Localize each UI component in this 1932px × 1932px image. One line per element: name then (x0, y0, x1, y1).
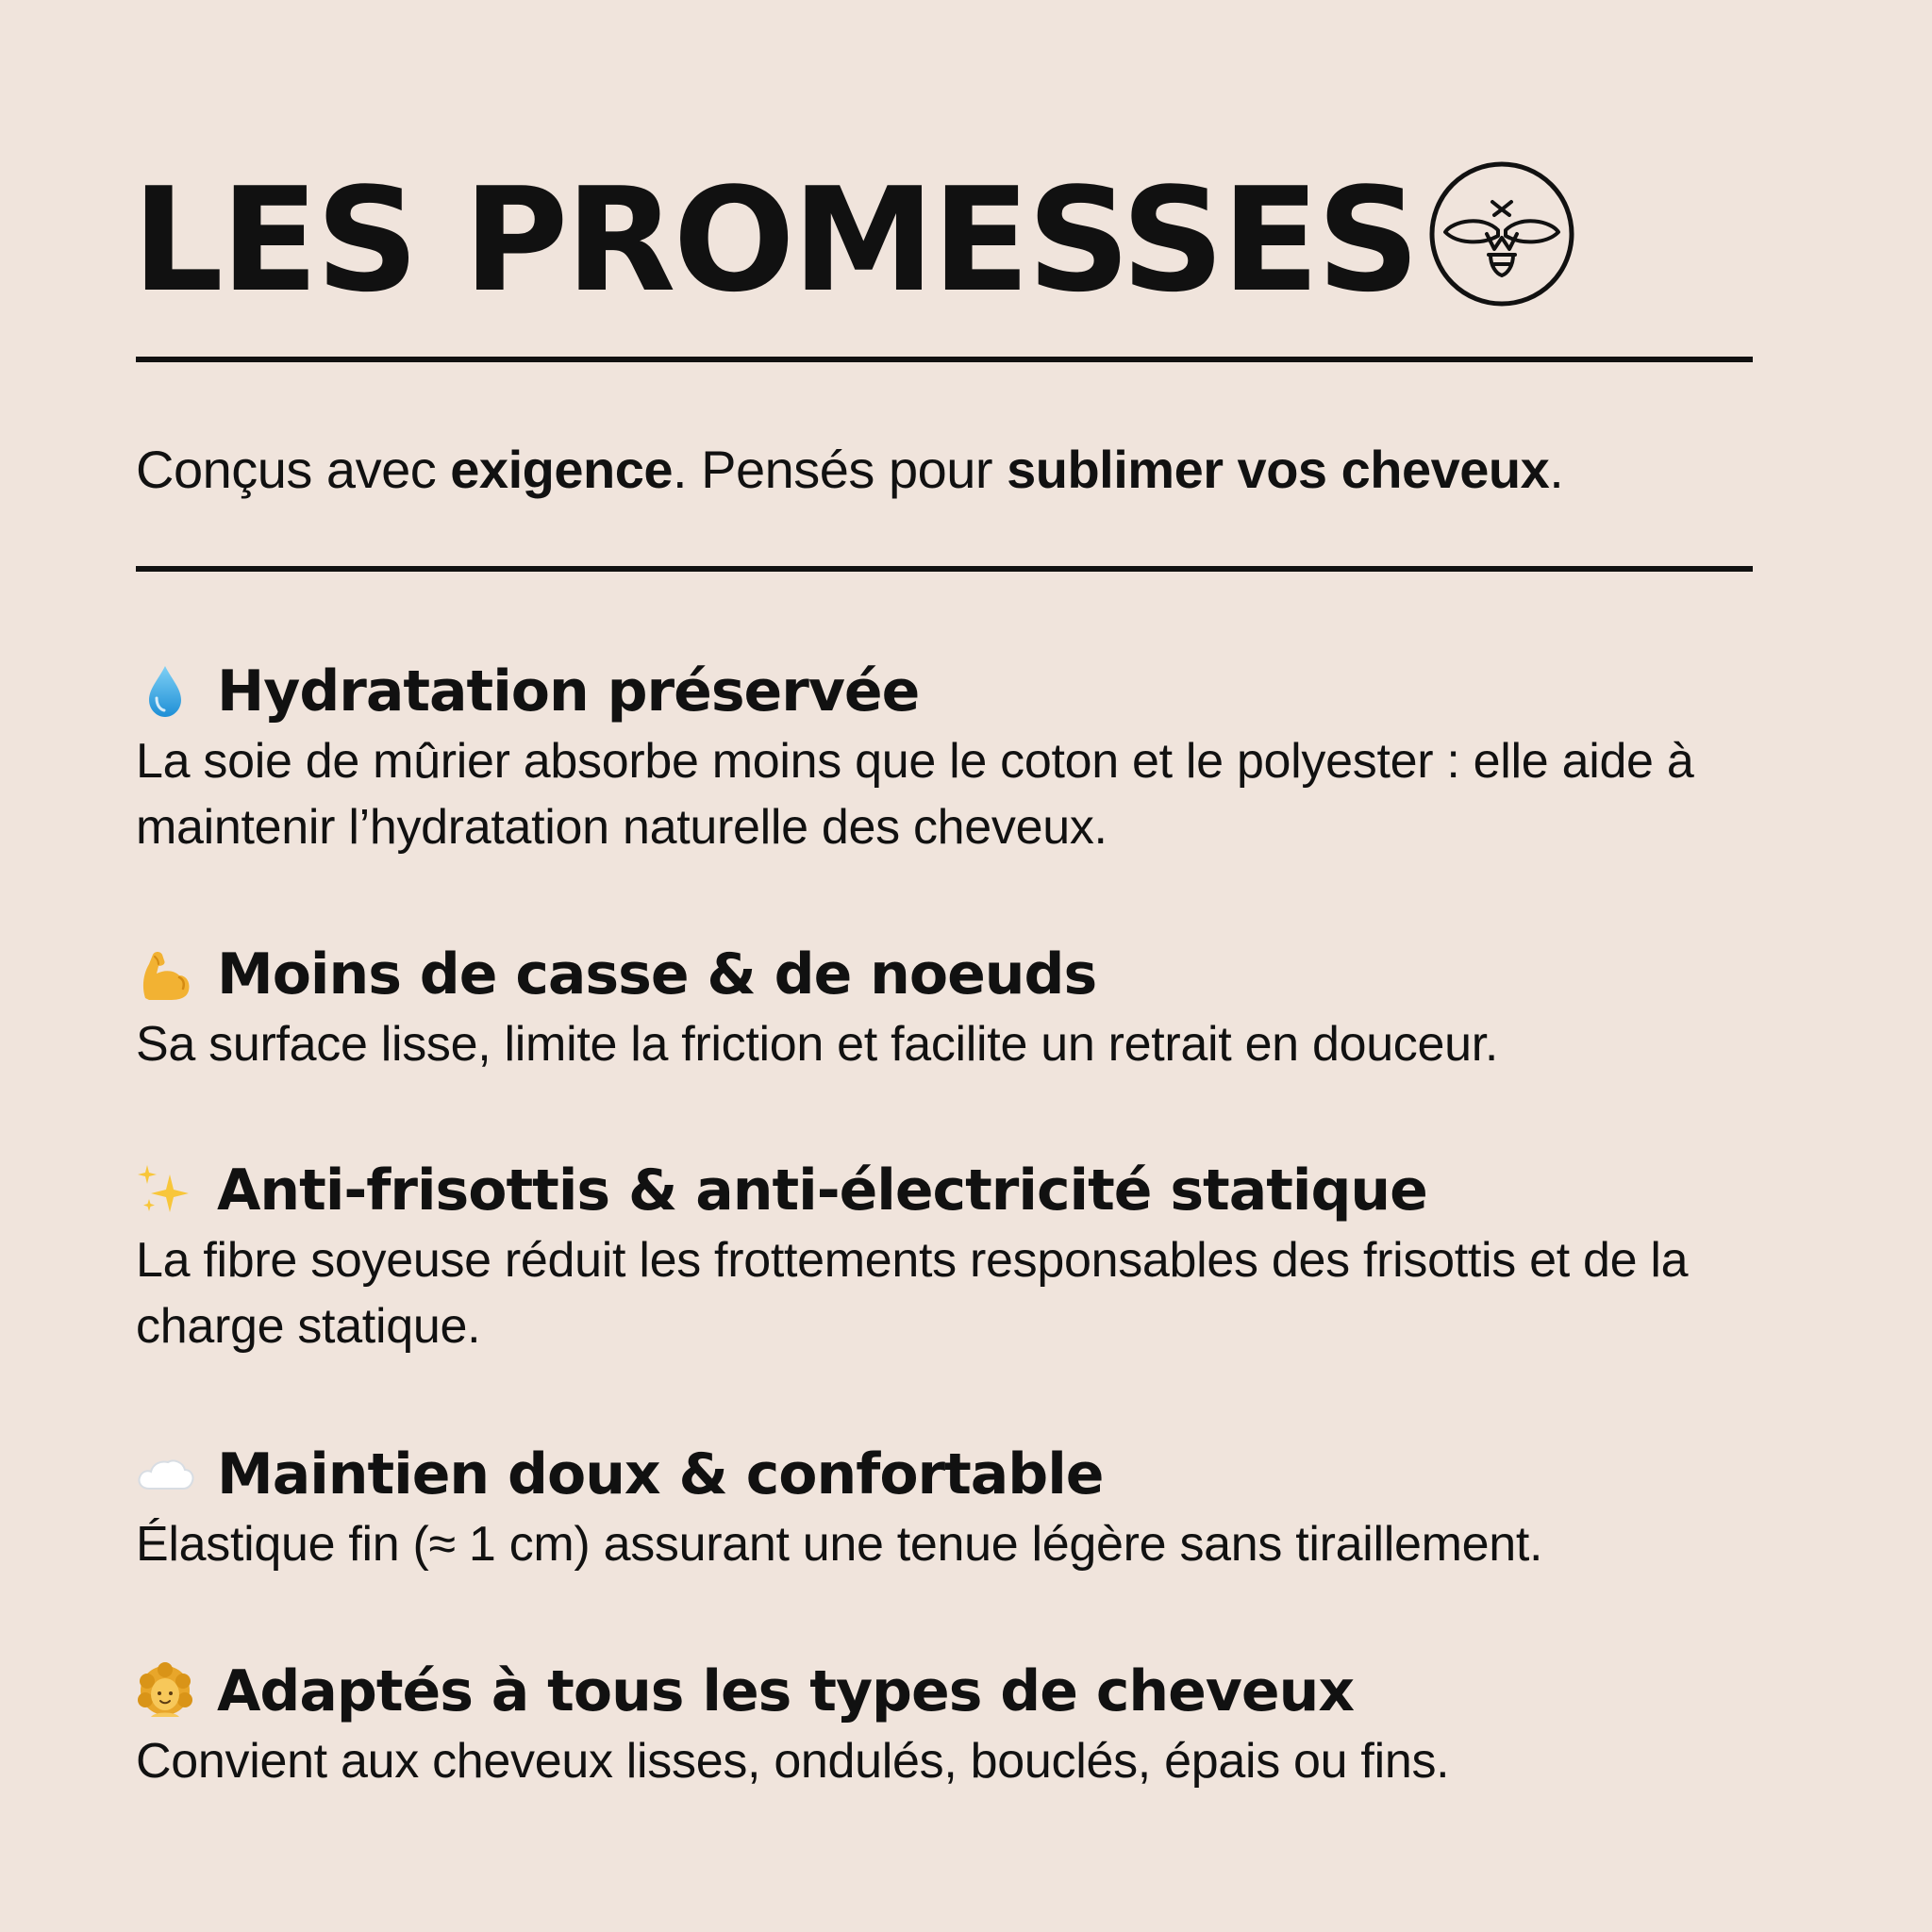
bee-logo-icon (1428, 160, 1575, 308)
promise-title-row (136, 1438, 1753, 1511)
promise-title: Maintien doux & confortable (217, 1441, 1104, 1507)
promises-card (132, 0, 1753, 1932)
promise-title-row (136, 655, 1753, 728)
tagline-text-1: Conçus avec (136, 440, 451, 499)
promise-title: Adaptés à tous les types de cheveux (217, 1658, 1355, 1724)
promise-item (136, 655, 1753, 860)
promise-item (136, 1438, 1753, 1577)
flexed-biceps-icon (136, 945, 194, 1004)
promise-title-row (136, 938, 1753, 1011)
cloud-icon (136, 1445, 194, 1504)
promise-description: Sa surface lisse, limite la friction et facilite un retrait en douceur. (136, 1017, 1499, 1072)
tagline-bold-2: sublimer vos cheveux (1007, 440, 1550, 499)
promise-description: La fibre soyeuse réduit les frottements responsables des frisottis et de la charge statique. (136, 1233, 1689, 1354)
promise-title-row (136, 1655, 1753, 1728)
promise-title: Anti-frisottis & anti-électricité statique (217, 1158, 1427, 1224)
promise-title: Moins de casse & de noeuds (217, 941, 1097, 1008)
divider-top (136, 357, 1753, 362)
promise-title-row (136, 1154, 1753, 1227)
curly-hair-woman-icon (136, 1662, 194, 1721)
sparkles-icon (136, 1161, 194, 1220)
tagline (136, 432, 1563, 508)
tagline-bold-1: exigence (450, 440, 673, 499)
promise-item (136, 938, 1753, 1077)
promise-item (136, 1655, 1753, 1794)
promise-description: Élastique fin (≈ 1 cm) assurant une tenue légère sans tiraillement. (136, 1517, 1543, 1572)
divider-bottom (136, 566, 1753, 572)
promise-item (136, 1154, 1753, 1359)
header (132, 151, 1753, 330)
water-drop-icon (136, 662, 194, 721)
tagline-text-2: . Pensés pour (672, 440, 1008, 499)
tagline-text-3: . (1549, 440, 1564, 499)
promise-description: La soie de mûrier absorbe moins que le coton et le polyester : elle aide à maintenir l’hydratation naturelle des cheveux. (136, 734, 1694, 855)
promise-title: Hydratation préservée (217, 658, 920, 724)
promise-description: Convient aux cheveux lisses, ondulés, bouclés, épais ou fins. (136, 1734, 1450, 1789)
page-title: LES PROMESSES (132, 157, 1418, 324)
